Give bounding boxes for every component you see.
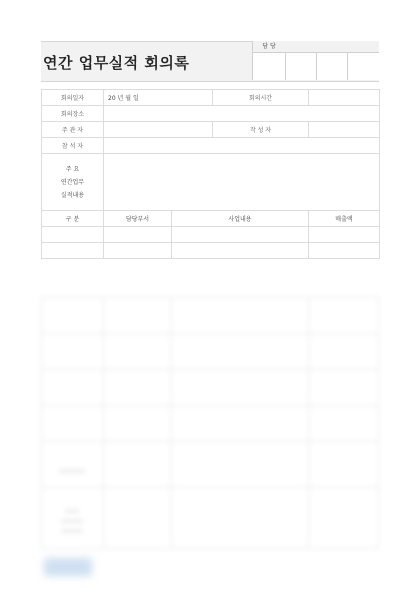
blurred-logo-stamp [44,558,92,576]
blurred-text [61,529,83,533]
blurred-divider [41,487,379,488]
approval-cell-3[interactable] [316,41,348,80]
department-cell[interactable] [104,227,172,243]
revenue-cell[interactable] [309,227,380,243]
meeting-place-field[interactable] [104,106,380,122]
approval-header: 담 당 [253,41,286,53]
table-row [42,122,380,138]
topics-content-field[interactable] [104,154,380,211]
table-row [42,227,380,243]
topics-label-line-2: 연간업무 [60,178,85,186]
organizer-label: 주 관 자 [42,122,104,138]
table-row [42,243,380,259]
topics-label-line-3: 실적내용 [60,191,85,199]
meeting-time-field[interactable] [309,90,380,106]
business-content-header: 사업내용 [172,211,309,227]
blurred-text [59,469,85,473]
topics-label [42,154,104,211]
section-header-row [42,211,380,227]
blurred-divider [41,297,379,298]
blurred-divider [103,297,104,549]
category-cell[interactable] [42,227,104,243]
topics-label-line-1: 주 요 [65,165,80,173]
writer-field[interactable] [309,122,380,138]
table-row [42,154,380,211]
blurred-preview-area [41,297,379,549]
organizer-field[interactable] [104,122,213,138]
blurred-divider [41,333,379,334]
blurred-divider [41,548,379,549]
approval-cell-1[interactable] [253,41,286,80]
blurred-divider [41,369,379,370]
blurred-divider [41,297,42,549]
department-header: 담당부서 [104,211,172,227]
table-row [42,106,380,122]
meeting-time-label: 회의시간 [213,90,309,106]
table-row [42,90,380,106]
blurred-text [65,509,79,513]
approval-cell-4[interactable] [347,41,379,80]
attendees-label: 참 석 자 [42,138,104,154]
meeting-form-table [41,89,380,259]
business-content-cell[interactable] [172,243,309,259]
business-content-cell[interactable] [172,227,309,243]
blurred-divider [378,297,379,549]
approval-cell-2[interactable] [285,41,317,80]
blurred-divider [41,441,379,442]
meeting-date-label: 회의일자 [42,90,104,106]
document-title: 연간 업무실적 회의록 [43,54,190,72]
blurred-divider [171,297,172,549]
blurred-text [61,519,83,523]
category-header: 구 분 [42,211,104,227]
revenue-cell[interactable] [309,243,380,259]
department-cell[interactable] [104,243,172,259]
category-cell[interactable] [42,243,104,259]
writer-label: 작 성 자 [213,122,309,138]
table-row [42,138,380,154]
meeting-date-field[interactable]: 20 년 월 일 [104,90,213,106]
meeting-place-label: 회의장소 [42,106,104,122]
attendees-field[interactable] [104,138,380,154]
blurred-divider [41,405,379,406]
approval-box [252,41,380,80]
revenue-header: 매출액 [309,211,380,227]
blurred-divider [308,297,309,549]
